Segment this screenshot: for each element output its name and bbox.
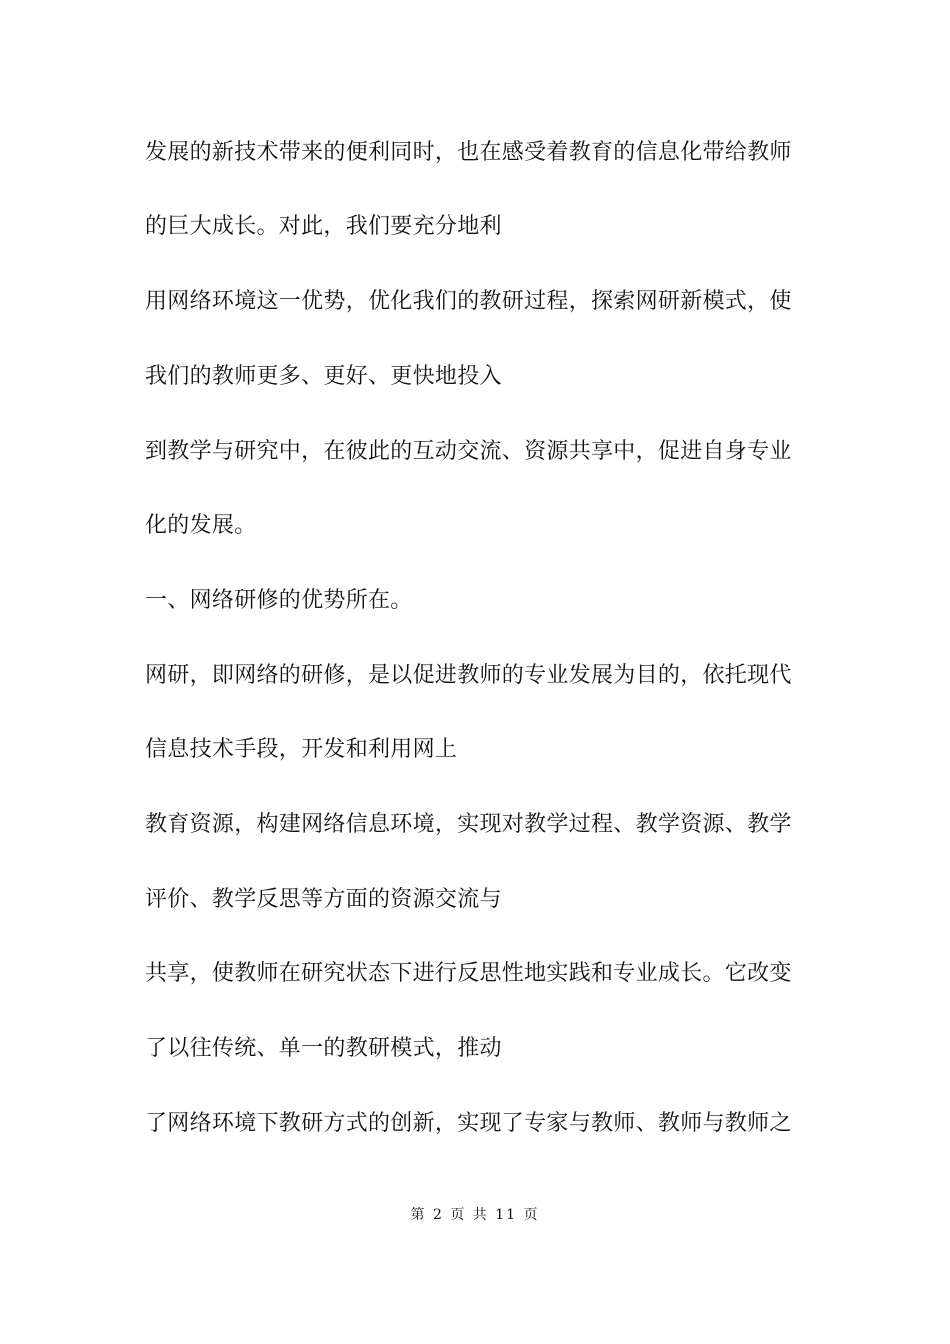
footer-middle: 页 共 <box>450 1207 489 1223</box>
paragraph-line: 的巨大成长。对此，我们要充分地利 <box>145 214 502 239</box>
footer-prefix: 第 <box>410 1207 427 1223</box>
paragraph-line: 评价、教学反思等方面的资源交流与 <box>145 887 502 912</box>
current-page-number: 2 <box>432 1207 444 1223</box>
paragraph-line: 到教学与研究中，在彼此的互动交流、资源共享中，促进自身专业 <box>145 439 792 464</box>
section-heading: 一、网络研修的优势所在。 <box>145 588 413 613</box>
paragraph-line: 用网络环境这一优势，优化我们的教研过程，探索网研新模式，使 <box>145 289 792 314</box>
footer-suffix: 页 <box>523 1207 540 1223</box>
paragraph-line: 了以往传统、单一的教研模式，推动 <box>145 1036 502 1061</box>
paragraph-line: 化的发展。 <box>145 513 257 538</box>
paragraph-line: 共享，使教师在研究状态下进行反思性地实践和专业成长。它改变 <box>145 961 792 986</box>
paragraph-line: 了网络环境下教研方式的创新，实现了专家与教师、教师与教师之 <box>145 1111 792 1136</box>
total-page-count: 11 <box>495 1207 518 1223</box>
paragraph-line: 发展的新技术带来的便利同时，也在感受着教育的信息化带给教师 <box>145 140 792 165</box>
paragraph-line: 教育资源，构建网络信息环境，实现对教学过程、教学资源、教学 <box>145 812 792 837</box>
page-footer <box>0 1206 950 1224</box>
paragraph-line: 我们的教师更多、更好、更快地投入 <box>145 364 502 389</box>
paragraph-line: 信息技术手段，开发和利用网上 <box>145 737 458 762</box>
paragraph-line: 网研，即网络的研修，是以促进教师的专业发展为目的，依托现代 <box>145 663 792 688</box>
